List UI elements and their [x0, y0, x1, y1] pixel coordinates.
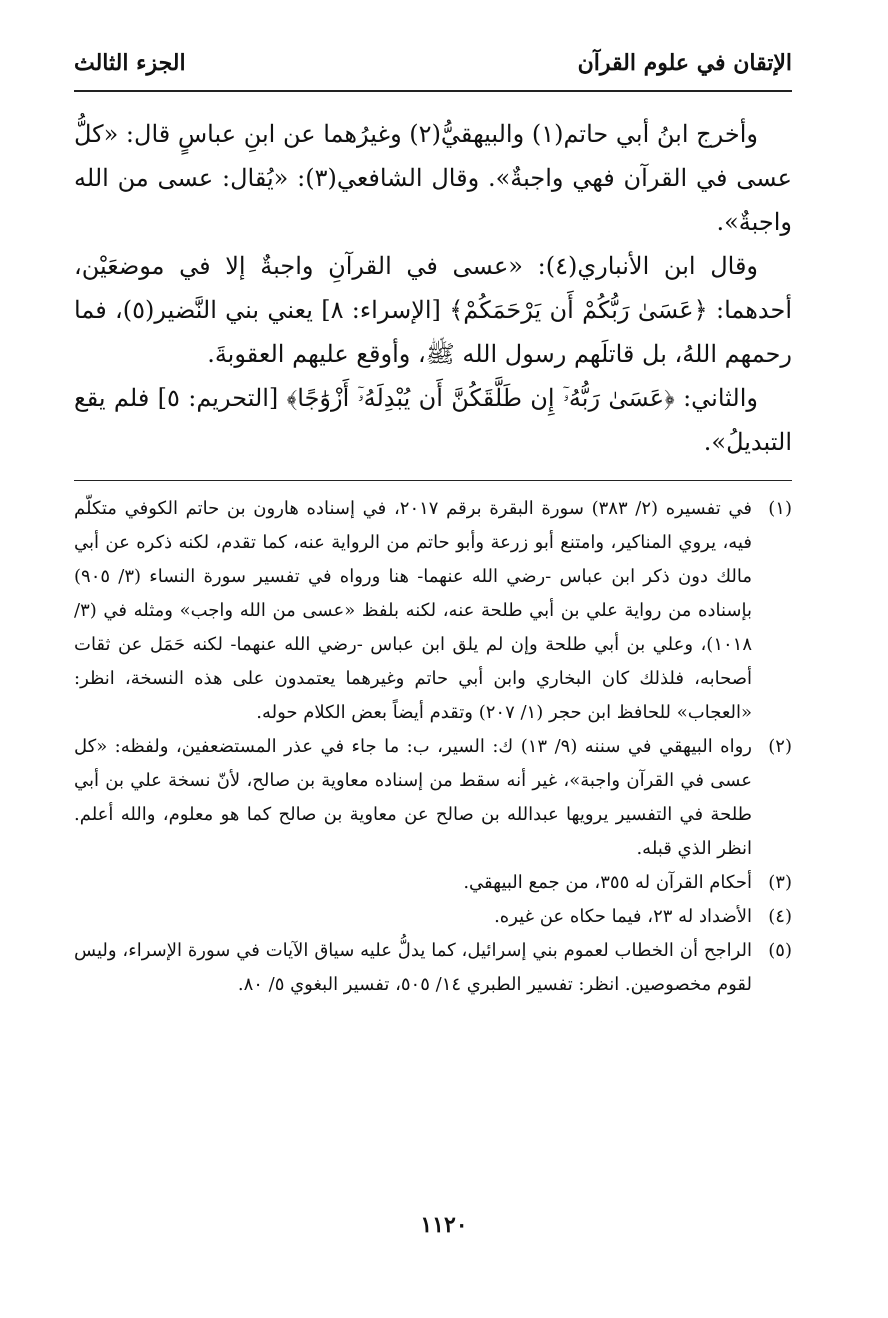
footnote-text: الأضداد له ٢٣، فيما حكاه عن غيره. [494, 906, 752, 927]
footnote-text: في تفسيره (٢/ ٣٨٣) سورة البقرة برقم ٢٠١٧، في إسناده هارون بن حاتم الكوفي متكلّم فيه، يروي المناكير، وامتنع أبو زرعة وأبو حاتم من الرواية عنه، كما تقدم، لكنه ذكره عن أبي مالك دون ذكر ابن عباس -رضي الله عنهما- هنا ورواه في تفسير سورة النساء (٣/ ٩٠٥) بإسناده من رواية علي بن أبي طلحة عنه، لكنه بلفظ «عسى من الله واجب» ومثله في (٣/ ١٠١٨)، وعلي بن أبي طلحة وإن لم يلق ابن عباس -رضي الله عنهما- لكنه حَمَل عن ثقات أصحابه، فلذلك كان البخاري وابن أبي حاتم وغيرهما يعتمدون على هذه النسخة، انظر: «العجاب» للحافظ ابن حجر (١/ ٢٠٧) وتقدم أيضاً بعض الكلام حوله. [74, 498, 752, 723]
footnote-text: الراجح أن الخطاب لعموم بني إسرائيل، كما يدلُّ عليه سياق الآيات في سورة الإسراء، وليس لقوم مخصوصين. انظر: تفسير الطبري ١٤/ ٥٠٥، تفسير البغوي ٥/ ٨٠. [74, 940, 752, 995]
footnote [74, 492, 792, 730]
paragraph: وأخرج ابنُ أبي حاتم(١) والبيهقيُّ(٢) وغيرُهما عن ابنِ عباسٍ قال: «كلُّ عسى في القرآن فهي واجبةٌ». وقال الشافعي(٣): «يُقال: عسى من الله واجبةٌ». [74, 120, 792, 236]
main-text [74, 112, 792, 464]
footnote-divider [74, 480, 792, 481]
footnotes [74, 492, 792, 1002]
footnote [74, 934, 792, 1002]
footnote-number: (٤) [768, 906, 792, 927]
footnote [74, 866, 792, 900]
paragraph: والثاني: ﴿عَسَىٰ رَبُّهُۥٓ إِن طَلَّقَكُنَّ أَن يُبْدِلَهُۥٓ أَزْوَٰجًا﴾ [التحريم: ٥] فلم يقع التبديلُ». [74, 384, 792, 456]
footnote [74, 730, 792, 866]
footnote-text: رواه البيهقي في سننه (٩/ ١٣) ك: السير، ب: ما جاء في عذر المستضعفين، ولفظه: «كل عسى في القرآن واجبة»، غير أنه سقط من إسناده معاوية بن صالح، لأنّ نسخة علي بن أبي طلحة في التفسير يرويها عبدالله بن صالح عن معاوية بن صالح كما هو معلوم، والله أعلم. انظر الذي قبله. [74, 736, 752, 859]
page-number: ١١٢٠ [420, 1212, 468, 1238]
book-title: الإتقان في علوم القرآن [577, 50, 792, 76]
footnote-text: أحكام القرآن له ٣٥٥، من جمع البيهقي. [463, 872, 752, 893]
running-header [74, 44, 792, 92]
paragraph: وقال ابن الأنباري(٤): «عسى في القرآنِ واجبةٌ إلا في موضعَيْن، أحدهما: ﴿عَسَىٰ رَبُّكُمْ أَن يَرْحَمَكُمْ﴾ [الإسراء: ٨] يعني بني النَّضير(٥)، فما رحمهم اللهُ، بل قاتلَهم رسول الله ﷺ، وأوقع عليهم العقوبةَ. [74, 252, 793, 368]
footnote-number: (٢) [768, 736, 792, 757]
footnote-number: (٥) [768, 940, 792, 961]
volume-label: الجزء الثالث [74, 50, 186, 76]
footnote-number: (١) [768, 498, 792, 519]
footnote [74, 900, 792, 934]
footnote-number: (٣) [768, 872, 792, 893]
